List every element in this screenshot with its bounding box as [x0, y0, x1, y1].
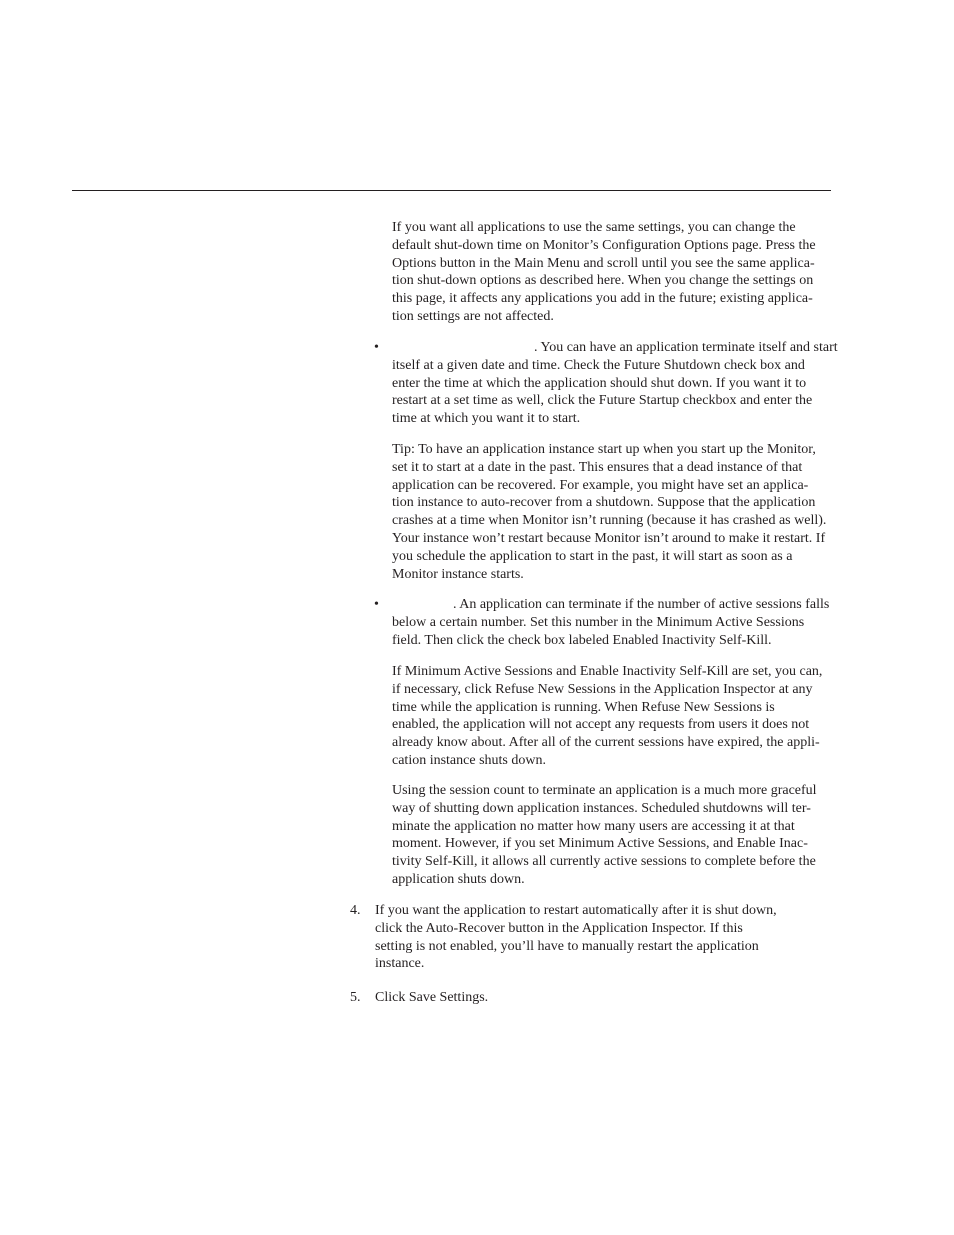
bullet-marker: • — [374, 597, 379, 612]
text-line: tion instance to auto-recover from a shutdown. Suppose that the application — [392, 495, 816, 511]
intro-paragraph — [392, 219, 866, 326]
text-line: field. Then click the check box labeled Enabled Inactivity Self-Kill. — [392, 632, 772, 648]
text-line: enabled, the application will not accept any requests from users it does not — [392, 717, 810, 733]
text-line: enter the time at which the application should shut down. If you want it to — [392, 375, 807, 391]
text-line: itself at a given date and time. Check the Future Shutdown check box and — [392, 357, 805, 373]
text-line: you schedule the application to start in the past, it will start as soon as a — [392, 548, 793, 564]
tip-paragraph — [392, 441, 866, 583]
text-line: set it to start at a date in the past. This ensures that a dead instance of that — [392, 459, 803, 475]
text-line: below a certain number. Set this number in the Minimum Active Sessions — [392, 614, 805, 630]
graceful-shutdown-paragraph — [392, 782, 866, 889]
text-line: Using the session count to terminate an application is a much more graceful — [392, 783, 817, 798]
text-line: minate the application no matter how many users are accessing it at that — [392, 818, 795, 834]
step-5-text — [375, 989, 815, 1007]
text-line: time at which you want it to start. — [392, 411, 581, 427]
text-line: already know about. After all of the current sessions have expired, the appli- — [392, 735, 820, 751]
text-line: Monitor instance starts. — [392, 566, 524, 582]
text-line: click the Auto-Recover button in the Application Inspector. If this — [375, 920, 743, 936]
text-line — [392, 596, 866, 614]
text-line: tivity Self-Kill, it allows all currently active sessions to complete before the — [392, 854, 816, 870]
text-line: cation instance shuts down. — [392, 752, 546, 768]
scheduled-shutdown-paragraph — [392, 339, 866, 428]
text-line: If you want the application to restart automatically after it is shut down, — [375, 903, 777, 918]
text-line: if necessary, click Refuse New Sessions in the Application Inspector at any — [392, 681, 813, 697]
text-line-content: . You can have an application terminate itself and start — [534, 340, 838, 355]
text-line: tion settings are not affected. — [392, 308, 554, 324]
text-line: moment. However, if you set Minimum Active Sessions, and Enable Inac- — [392, 836, 808, 852]
text-line-content: . An application can terminate if the number of active sessions falls — [453, 597, 830, 612]
text-line: default shut-down time on Monitor’s Configuration Options page. Press the — [392, 237, 816, 253]
refuse-sessions-paragraph — [392, 663, 866, 770]
text-line: Tip: To have an application instance start up when you start up the Monitor, — [392, 442, 816, 457]
text-line: Options button in the Main Menu and scroll until you see the same applica- — [392, 255, 815, 271]
text-line: crashes at a time when Monitor isn’t running (because it has crashed as well). — [392, 513, 827, 529]
text-line: instance. — [375, 956, 425, 972]
text-line: application shuts down. — [392, 871, 525, 887]
step-number: 5. — [350, 990, 361, 1005]
text-line: setting is not enabled, you’ll have to manually restart the application — [375, 938, 759, 954]
text-line: time while the application is running. When Refuse New Sessions is — [392, 699, 775, 715]
text-line: Your instance won’t restart because Monitor isn’t around to make it restart. If — [392, 530, 826, 546]
text-line: If Minimum Active Sessions and Enable Inactivity Self-Kill are set, you can, — [392, 664, 823, 679]
step-4-text — [375, 902, 815, 973]
text-line: restart at a set time as well, click the Future Startup checkbox and enter the — [392, 393, 813, 409]
step-number: 4. — [350, 903, 361, 918]
text-line: this page, it affects any applications you add in the future; existing applica- — [392, 291, 813, 307]
text-line — [392, 339, 866, 357]
text-line: If you want all applications to use the same settings, you can change the — [392, 220, 796, 235]
inactivity-paragraph — [392, 596, 866, 649]
text-line: way of shutting down application instances. Scheduled shutdowns will ter- — [392, 800, 811, 816]
bullet-marker: • — [374, 340, 379, 355]
text-line: Click Save Settings. — [375, 990, 489, 1005]
text-line: tion shut-down options as described here. When you change the settings on — [392, 273, 814, 289]
text-line: application can be recovered. For example, you might have set an applica- — [392, 477, 809, 493]
